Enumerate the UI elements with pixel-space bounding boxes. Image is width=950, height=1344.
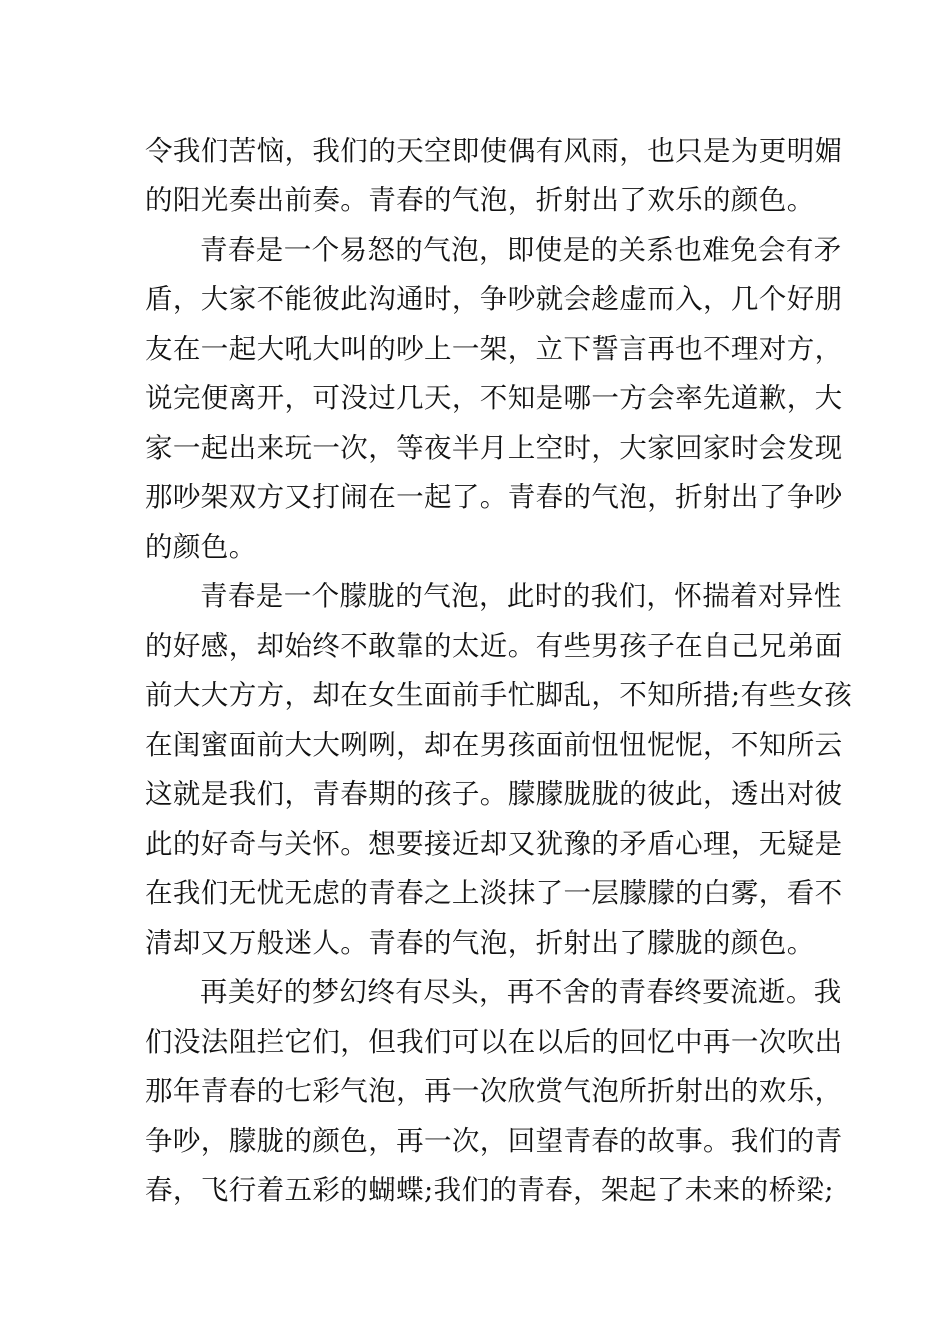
text-line-21: 争吵，朦胧的颜色，再一次，回望青春的故事。我们的青: [145, 1125, 843, 1157]
text-line-11: 的好感，却始终不敢靠的太近。有些男孩子在自己兄弟面: [145, 630, 843, 662]
text-line-17: 清却又万般迷人。青春的气泡，折射出了朦胧的颜色。: [145, 927, 815, 959]
text-line-1: 令我们苦恼，我们的天空即使偶有风雨，也只是为更明媚: [145, 135, 843, 167]
text-line-6: 说完便离开，可没过几天，不知是哪一方会率先道歉，大: [145, 382, 843, 414]
text-line-16: 在我们无忧无虑的青春之上淡抹了一层朦朦的白雾，看不: [145, 877, 843, 909]
text-line-5: 友在一起大吼大叫的吵上一架，立下誓言再也不理对方，: [145, 333, 843, 365]
paragraph-start-line-3: 青春是一个易怒的气泡，即使是的关系也难免会有矛: [200, 234, 842, 266]
text-line-15: 此的好奇与关怀。想要接近却又犹豫的矛盾心理，无疑是: [145, 828, 843, 860]
text-line-19: 们没法阻拦它们，但我们可以在以后的回忆中再一次吹出: [145, 1026, 843, 1058]
text-line-8: 那吵架双方又打闹在一起了。青春的气泡，折射出了争吵: [145, 481, 843, 513]
text-line-7: 家一起出来玩一次，等夜半月上空时，大家回家时会发现: [145, 432, 843, 464]
text-line-9: 的颜色。: [145, 531, 257, 563]
text-line-12: 前大大方方，却在女生面前手忙脚乱，不知所措;有些女孩: [145, 679, 853, 711]
paragraph-start-line-10: 青春是一个朦胧的气泡，此时的我们，怀揣着对异性: [200, 580, 842, 612]
text-line-22: 春，飞行着五彩的蝴蝶;我们的青春，架起了未来的桥梁;: [145, 1174, 834, 1206]
text-line-13: 在闺蜜面前大大咧咧，却在男孩面前忸忸怩怩，不知所云: [145, 729, 843, 761]
text-line-14: 这就是我们，青春期的孩子。朦朦胧胧的彼此，透出对彼: [145, 778, 843, 810]
paragraph-start-line-18: 再美好的梦幻终有尽头，再不舍的青春终要流逝。我: [200, 976, 842, 1008]
text-line-20: 那年青春的七彩气泡，再一次欣赏气泡所折射出的欢乐，: [145, 1075, 843, 1107]
text-line-4: 盾，大家不能彼此沟通时，争吵就会趁虚而入，几个好朋: [145, 283, 843, 315]
text-line-2: 的阳光奏出前奏。青春的气泡，折射出了欢乐的颜色。: [145, 184, 815, 216]
